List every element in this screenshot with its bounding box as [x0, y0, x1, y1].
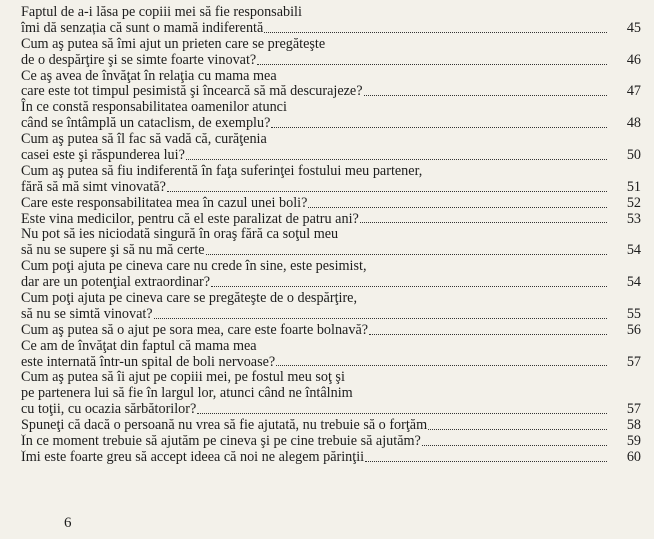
dot-leader: [206, 254, 607, 255]
toc-entry-line: [21, 386, 641, 402]
toc-page-number: 55: [626, 305, 641, 322]
toc-page-number: 53: [626, 210, 641, 227]
toc-entry-text: care este tot timpul pesimistă şi încearcă să mă descurajeze?: [21, 84, 363, 100]
toc-entry: [21, 164, 641, 196]
page-number: 6: [64, 515, 72, 531]
toc-entry: [21, 450, 641, 466]
toc-entry-line: [21, 212, 641, 228]
toc-page-number: 48: [626, 115, 641, 132]
toc-entry-line: [21, 21, 641, 37]
toc-entry: [21, 227, 641, 259]
toc-entry-line: [21, 100, 641, 116]
dot-leader: [197, 413, 607, 414]
toc-entry-line: [21, 69, 641, 85]
toc-page-number: 58: [626, 417, 641, 434]
toc-entry-line: [21, 53, 641, 69]
toc-entry: [21, 37, 641, 69]
toc-entry-line: [21, 116, 641, 132]
toc-entry-text: dar are un potenţial extraordinar?: [21, 275, 211, 291]
toc-entry-line: [21, 434, 641, 450]
toc-entry-text: casei este şi răspunderea lui?: [21, 148, 185, 163]
toc-entry-text: Cum poţi ajuta pe cineva care se pregăteşte de o despărţire,: [21, 290, 358, 307]
toc-entry-text: Cum aş putea să îl fac să vadă că, curăţenia: [21, 131, 267, 148]
toc-entry-text: fără să mă simt vinovată?: [21, 179, 166, 195]
toc-entry-line: [21, 339, 641, 355]
toc-entry-line: [21, 450, 641, 466]
toc-entry-line: [21, 164, 641, 180]
toc-entry-line: [21, 148, 641, 164]
dot-leader: [364, 95, 607, 96]
toc-entry-line: [21, 323, 641, 339]
toc-entry-text: Cum aş putea să o ajut pe sora mea, care este foarte bolnavă?: [21, 322, 369, 338]
toc-entry-text: Care este responsabilitatea mea în cazul unei boli?: [21, 195, 308, 211]
toc-page-number: 56: [626, 321, 641, 338]
toc-entry-line: [21, 84, 641, 100]
toc-entry-text: îmi dă senzația că sunt o mamă indiferentă: [21, 20, 264, 36]
toc-entry: [21, 69, 641, 101]
toc-page-number: 59: [626, 433, 641, 450]
toc-entry-line: [21, 5, 641, 21]
toc-entry: [21, 100, 641, 132]
toc-entry-text: În ce constă responsabilitatea oamenilor atunci: [21, 99, 287, 116]
toc-entry: [21, 323, 641, 339]
toc-entry: [21, 212, 641, 228]
toc-entry-line: [21, 355, 641, 371]
toc-entry: [21, 434, 641, 450]
toc-entry-text: Cum aş putea să îmi ajut un prieten care se pregăteşte: [21, 35, 326, 52]
toc-entry-line: [21, 291, 641, 307]
toc-page-number: 51: [626, 178, 641, 195]
dot-leader: [167, 191, 607, 192]
toc-entry-line: [21, 196, 641, 212]
toc-entry-line: [21, 307, 641, 323]
dot-leader: [422, 445, 607, 446]
toc-entry-text: Ce am de învăţat din faptul că mama mea: [21, 337, 257, 354]
toc-entry-text: cu toţii, cu ocazia sărbătorilor?: [21, 402, 197, 418]
toc-entry: [21, 259, 641, 291]
toc-page-number: 57: [626, 401, 641, 418]
dot-leader: [186, 159, 607, 160]
toc-page-number: 52: [626, 194, 641, 211]
toc-entry-text: Cum poţi ajuta pe cineva care nu crede în sine, este pesimist,: [21, 258, 367, 275]
dot-leader: [365, 461, 607, 462]
toc-entry: [21, 5, 641, 37]
toc-entry-text: este internată într-un spital de boli nervoase?: [21, 354, 276, 370]
dot-leader: [257, 64, 607, 65]
toc-page-number: 47: [626, 83, 641, 100]
toc-entry-text: Cum aş putea să îi ajut pe copiii mei, pe fostul meu soţ şi: [21, 369, 345, 386]
dot-leader: [428, 429, 607, 430]
toc-entry-text: În ce moment trebuie să ajutăm pe cineva şi pe cine trebuie să ajutăm?: [21, 434, 421, 450]
toc-entry-line: [21, 259, 641, 275]
toc-page-number: 54: [626, 274, 641, 291]
toc-entry-text: Faptul de a-i lăsa pe copiii mei să fie responsabili: [21, 3, 302, 20]
toc-page-number: 50: [626, 147, 641, 163]
dot-leader: [276, 365, 607, 366]
toc-entry: [21, 339, 641, 371]
toc-entry-text: să nu se simtă vinovat?: [21, 306, 153, 322]
toc-entry: [21, 132, 641, 164]
toc-entry-text: Îmi este foarte greu să accept ideea că noi ne alegem părinţii: [21, 449, 365, 465]
toc-entry-line: [21, 132, 641, 148]
toc-page-number: 54: [626, 242, 641, 259]
dot-leader: [154, 318, 607, 319]
toc-entry-text: Spuneţi că dacă o persoană nu vrea să fie ajutată, nu trebuie să o forţăm: [21, 418, 428, 434]
toc-entry-line: [21, 227, 641, 243]
toc-entry-text: când se întâmplă un cataclism, de exemplu?: [21, 116, 271, 132]
dot-leader: [369, 334, 607, 335]
toc-entry-line: [21, 180, 641, 196]
toc-entry-text: Cum aş putea să fiu indiferentă în faţa suferinţei fostului meu partener,: [21, 162, 423, 179]
toc-entry-line: [21, 370, 641, 386]
dot-leader: [211, 286, 607, 287]
toc-entry: [21, 196, 641, 212]
toc-entry-text: pe partenera lui să fie în largul lor, atunci când ne întâlnim: [21, 385, 353, 402]
toc-entry-line: [21, 402, 641, 418]
toc-entry: [21, 291, 641, 323]
toc-page-number: 60: [626, 448, 641, 465]
dot-leader: [308, 207, 607, 208]
toc-page-number: 45: [626, 19, 641, 36]
toc-entry-line: [21, 275, 641, 291]
toc-entry-text: Nu pot să ies niciodată singură în oraş fără ca soţul meu: [21, 226, 339, 243]
toc-entry-text: Este vina medicilor, pentru că el este paralizat de patru ani?: [21, 211, 359, 227]
toc-entry-text: de o despărţire şi se simte foarte vinovat?: [21, 52, 257, 68]
toc-page-number: 46: [626, 51, 641, 68]
toc-entry: [21, 370, 641, 418]
toc-page-number: 57: [626, 353, 641, 370]
toc-entry: [21, 418, 641, 434]
table-of-contents: [21, 5, 641, 466]
toc-entry-line: [21, 418, 641, 434]
toc-entry-line: [21, 37, 641, 53]
dot-leader: [264, 32, 607, 33]
dot-leader: [271, 127, 607, 128]
toc-entry-text: Ce aş avea de învăţat în relaţia cu mama mea: [21, 67, 277, 84]
toc-entry-line: [21, 243, 641, 259]
toc-entry-text: să nu se supere şi să nu mă certe: [21, 243, 205, 259]
dot-leader: [360, 222, 607, 223]
